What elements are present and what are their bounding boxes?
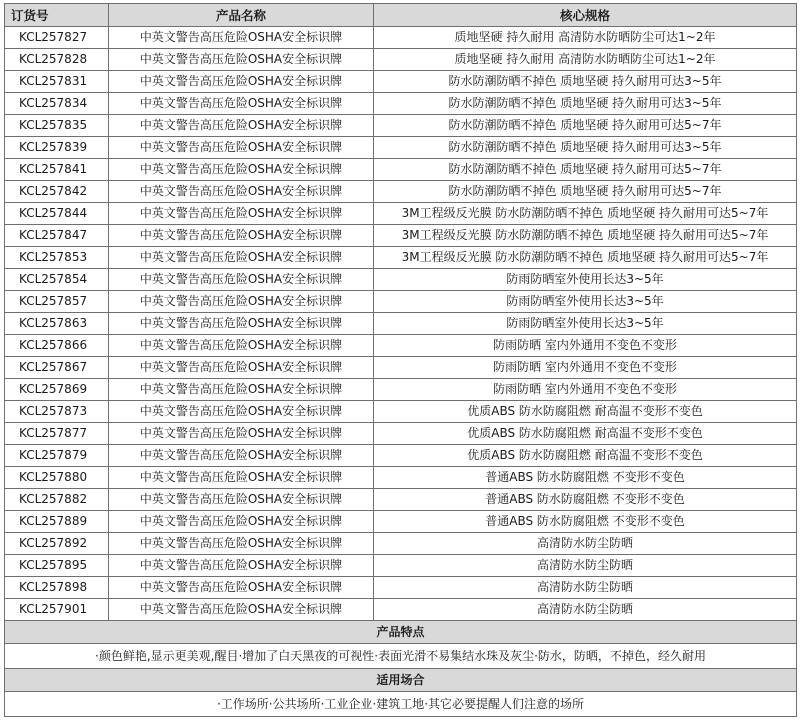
- order-number-cell: KCL257844: [5, 203, 109, 225]
- order-number-cell: KCL257867: [5, 357, 109, 379]
- usage-text: ·工作场所·公共场所·工业企业·建筑工地·其它必要提醒人们注意的场所: [5, 692, 797, 717]
- table-row: [5, 533, 797, 555]
- product-name-cell: 中英文警告高压危险OSHA安全标识牌: [109, 599, 374, 621]
- order-number-cell: KCL257889: [5, 511, 109, 533]
- core-spec-cell: 普通ABS 防水防腐阻燃 不变形不变色: [374, 467, 797, 489]
- table-row: [5, 159, 797, 181]
- product-name-cell: 中英文警告高压危险OSHA安全标识牌: [109, 269, 374, 291]
- table-row: [5, 313, 797, 335]
- order-number-cell: KCL257866: [5, 335, 109, 357]
- order-number-cell: KCL257892: [5, 533, 109, 555]
- order-number-cell: KCL257857: [5, 291, 109, 313]
- product-name-cell: 中英文警告高压危险OSHA安全标识牌: [109, 27, 374, 49]
- table-row: [5, 599, 797, 621]
- table-row: [5, 379, 797, 401]
- core-spec-cell: 高清防水防尘防晒: [374, 555, 797, 577]
- product-name-cell: 中英文警告高压危险OSHA安全标识牌: [109, 93, 374, 115]
- table-row: [5, 115, 797, 137]
- table-body: [5, 27, 797, 621]
- order-number-cell: KCL257835: [5, 115, 109, 137]
- core-spec-cell: 防雨防晒室外使用长达3~5年: [374, 269, 797, 291]
- table-row: [5, 203, 797, 225]
- order-number-cell: KCL257842: [5, 181, 109, 203]
- order-number-cell: KCL257879: [5, 445, 109, 467]
- order-number-cell: KCL257831: [5, 71, 109, 93]
- table-row: [5, 93, 797, 115]
- table-row: [5, 423, 797, 445]
- spec-sheet: [4, 3, 796, 717]
- product-name-cell: 中英文警告高压危险OSHA安全标识牌: [109, 247, 374, 269]
- product-name-cell: 中英文警告高压危险OSHA安全标识牌: [109, 49, 374, 71]
- product-name-cell: 中英文警告高压危险OSHA安全标识牌: [109, 379, 374, 401]
- table-row: [5, 181, 797, 203]
- core-spec-cell: 防水防潮防晒不掉色 质地坚硬 持久耐用可达5~7年: [374, 181, 797, 203]
- table-row: [5, 489, 797, 511]
- usage-title: 适用场合: [5, 669, 797, 692]
- product-name-cell: 中英文警告高压危险OSHA安全标识牌: [109, 181, 374, 203]
- header-order-number: 订货号: [5, 4, 109, 27]
- order-number-cell: KCL257854: [5, 269, 109, 291]
- product-name-cell: 中英文警告高压危险OSHA安全标识牌: [109, 423, 374, 445]
- table-row: [5, 401, 797, 423]
- core-spec-cell: 高清防水防尘防晒: [374, 599, 797, 621]
- order-number-cell: KCL257882: [5, 489, 109, 511]
- core-spec-cell: 优质ABS 防水防腐阻燃 耐高温不变形不变色: [374, 423, 797, 445]
- core-spec-cell: 3M工程级反光膜 防水防潮防晒不掉色 质地坚硬 持久耐用可达5~7年: [374, 225, 797, 247]
- core-spec-cell: 防雨防晒 室内外通用不变色不变形: [374, 335, 797, 357]
- table-header-row: [5, 4, 797, 27]
- product-name-cell: 中英文警告高压危险OSHA安全标识牌: [109, 577, 374, 599]
- core-spec-cell: 防水防潮防晒不掉色 质地坚硬 持久耐用可达3~5年: [374, 93, 797, 115]
- order-number-cell: KCL257863: [5, 313, 109, 335]
- core-spec-cell: 优质ABS 防水防腐阻燃 耐高温不变形不变色: [374, 401, 797, 423]
- product-name-cell: 中英文警告高压危险OSHA安全标识牌: [109, 159, 374, 181]
- order-number-cell: KCL257873: [5, 401, 109, 423]
- order-number-cell: KCL257853: [5, 247, 109, 269]
- core-spec-cell: 防水防潮防晒不掉色 质地坚硬 持久耐用可达3~5年: [374, 71, 797, 93]
- product-name-cell: 中英文警告高压危险OSHA安全标识牌: [109, 489, 374, 511]
- core-spec-cell: 防雨防晒 室内外通用不变色不变形: [374, 379, 797, 401]
- product-name-cell: 中英文警告高压危险OSHA安全标识牌: [109, 511, 374, 533]
- product-table: [4, 3, 797, 717]
- features-text: ·颜色鲜艳,显示更美观,醒目·增加了白天黑夜的可视性·表面光滑不易集结水珠及灰尘·防水，防晒，不掉色，经久耐用: [5, 644, 797, 669]
- usage-text-row: [5, 692, 797, 717]
- core-spec-cell: 高清防水防尘防晒: [374, 533, 797, 555]
- header-core-spec: 核心规格: [374, 4, 797, 27]
- order-number-cell: KCL257834: [5, 93, 109, 115]
- order-number-cell: KCL257847: [5, 225, 109, 247]
- usage-title-row: [5, 669, 797, 692]
- table-row: [5, 247, 797, 269]
- product-name-cell: 中英文警告高压危险OSHA安全标识牌: [109, 291, 374, 313]
- table-row: [5, 577, 797, 599]
- table-row: [5, 49, 797, 71]
- product-name-cell: 中英文警告高压危险OSHA安全标识牌: [109, 203, 374, 225]
- order-number-cell: KCL257880: [5, 467, 109, 489]
- table-row: [5, 137, 797, 159]
- product-name-cell: 中英文警告高压危险OSHA安全标识牌: [109, 533, 374, 555]
- order-number-cell: KCL257869: [5, 379, 109, 401]
- features-title-row: [5, 621, 797, 644]
- core-spec-cell: 优质ABS 防水防腐阻燃 耐高温不变形不变色: [374, 445, 797, 467]
- order-number-cell: KCL257877: [5, 423, 109, 445]
- table-row: [5, 335, 797, 357]
- order-number-cell: KCL257839: [5, 137, 109, 159]
- header-product-name: 产品名称: [109, 4, 374, 27]
- order-number-cell: KCL257898: [5, 577, 109, 599]
- order-number-cell: KCL257901: [5, 599, 109, 621]
- core-spec-cell: 防雨防晒室外使用长达3~5年: [374, 291, 797, 313]
- table-row: [5, 291, 797, 313]
- product-name-cell: 中英文警告高压危险OSHA安全标识牌: [109, 401, 374, 423]
- order-number-cell: KCL257828: [5, 49, 109, 71]
- core-spec-cell: 防水防潮防晒不掉色 质地坚硬 持久耐用可达3~5年: [374, 137, 797, 159]
- core-spec-cell: 防雨防晒室外使用长达3~5年: [374, 313, 797, 335]
- core-spec-cell: 防水防潮防晒不掉色 质地坚硬 持久耐用可达5~7年: [374, 159, 797, 181]
- table-row: [5, 467, 797, 489]
- product-name-cell: 中英文警告高压危险OSHA安全标识牌: [109, 555, 374, 577]
- table-row: [5, 71, 797, 93]
- core-spec-cell: 防水防潮防晒不掉色 质地坚硬 持久耐用可达5~7年: [374, 115, 797, 137]
- core-spec-cell: 防雨防晒 室内外通用不变色不变形: [374, 357, 797, 379]
- table-row: [5, 27, 797, 49]
- table-row: [5, 269, 797, 291]
- core-spec-cell: 普通ABS 防水防腐阻燃 不变形不变色: [374, 511, 797, 533]
- product-name-cell: 中英文警告高压危险OSHA安全标识牌: [109, 225, 374, 247]
- product-name-cell: 中英文警告高压危险OSHA安全标识牌: [109, 467, 374, 489]
- product-name-cell: 中英文警告高压危险OSHA安全标识牌: [109, 71, 374, 93]
- order-number-cell: KCL257827: [5, 27, 109, 49]
- core-spec-cell: 高清防水防尘防晒: [374, 577, 797, 599]
- core-spec-cell: 质地坚硬 持久耐用 高清防水防晒防尘可达1~2年: [374, 49, 797, 71]
- table-row: [5, 555, 797, 577]
- features-text-row: [5, 644, 797, 669]
- core-spec-cell: 质地坚硬 持久耐用 高清防水防晒防尘可达1~2年: [374, 27, 797, 49]
- order-number-cell: KCL257895: [5, 555, 109, 577]
- product-name-cell: 中英文警告高压危险OSHA安全标识牌: [109, 313, 374, 335]
- core-spec-cell: 普通ABS 防水防腐阻燃 不变形不变色: [374, 489, 797, 511]
- product-name-cell: 中英文警告高压危险OSHA安全标识牌: [109, 137, 374, 159]
- table-row: [5, 445, 797, 467]
- product-name-cell: 中英文警告高压危险OSHA安全标识牌: [109, 445, 374, 467]
- table-row: [5, 225, 797, 247]
- table-row: [5, 511, 797, 533]
- product-name-cell: 中英文警告高压危险OSHA安全标识牌: [109, 335, 374, 357]
- core-spec-cell: 3M工程级反光膜 防水防潮防晒不掉色 质地坚硬 持久耐用可达5~7年: [374, 247, 797, 269]
- table-row: [5, 357, 797, 379]
- features-title: 产品特点: [5, 621, 797, 644]
- order-number-cell: KCL257841: [5, 159, 109, 181]
- core-spec-cell: 3M工程级反光膜 防水防潮防晒不掉色 质地坚硬 持久耐用可达5~7年: [374, 203, 797, 225]
- product-name-cell: 中英文警告高压危险OSHA安全标识牌: [109, 357, 374, 379]
- product-name-cell: 中英文警告高压危险OSHA安全标识牌: [109, 115, 374, 137]
